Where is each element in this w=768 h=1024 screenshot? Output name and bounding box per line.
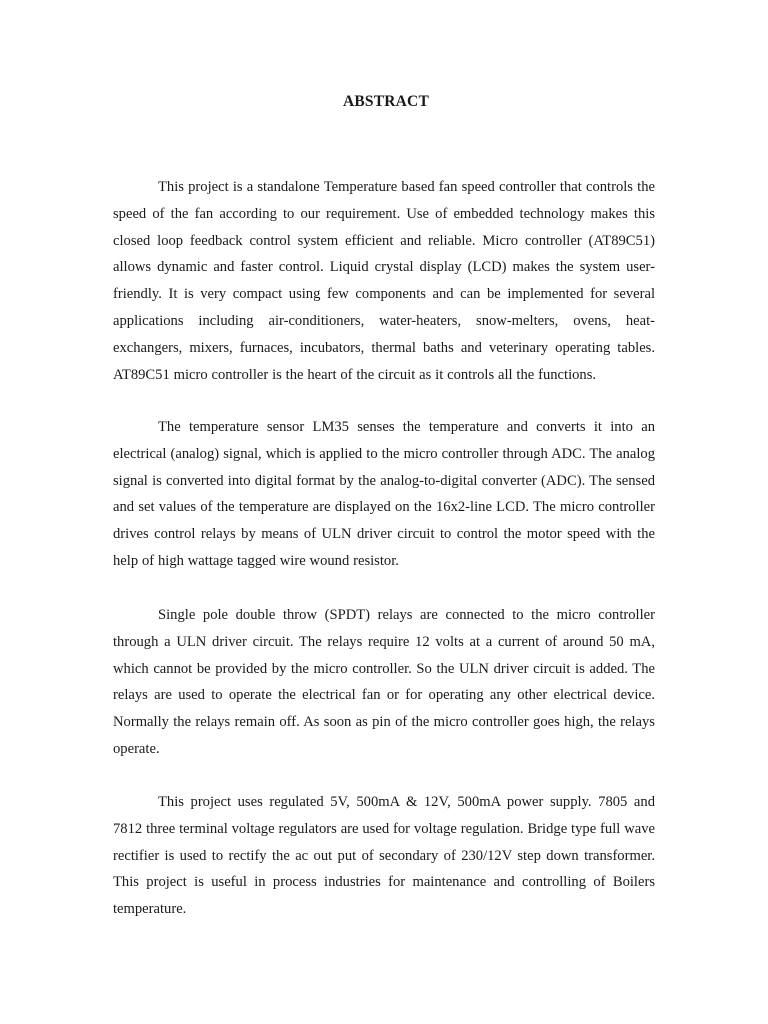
abstract-paragraph-4: This project uses regulated 5V, 500mA & 12V, 500mA power supply. 7805 and 7812 three terminal voltage regulators are used for voltage regulation. Bridge type full wave rectifier is used to rectify the ac out put of secondary of 230/12V step down transformer. This project is useful in process industries for maintenance and controlling of Boilers temperature. bbox=[113, 794, 655, 918]
abstract-paragraph-3: Single pole double throw (SPDT) relays are connected to the micro controller through a ULN driver circuit. The relays require 12 volts at a current of around 50 mA, which cannot be provided by the micro controller. So the ULN driver circuit is added. The relays are used to operate the electrical fan or for operating any other electrical device. Normally the relays remain off. As soon as pin of the micro controller goes high, the relays operate. bbox=[113, 607, 655, 757]
abstract-paragraph-2: The temperature sensor LM35 senses the temperature and converts it into an electrical (analog) signal, which is applied to the micro controller through ADC. The analog signal is converted into digital format by the analog-to-digital converter (ADC). The sensed and set values of the temperature are displayed on the 16x2-line LCD. The micro controller drives control relays by means of ULN driver circuit to control the motor speed with the help of high wattage tagged wire wound resistor. bbox=[113, 419, 655, 569]
abstract-paragraph-1: This project is a standalone Temperature based fan speed controller that controls the speed of the fan according to our requirement. Use of embedded technology makes this closed loop feedback control system efficient and reliable. Micro controller (AT89C51) allows dynamic and faster control. Liquid crystal display (LCD) makes the system user-friendly. It is very compact using few components and can be implemented for several applications including air-conditioners, water-heaters, snow-melters, ovens, heat-exchangers, mixers, furnaces, incubators, thermal baths and veterinary operating tables. AT89C51 micro controller is the heart of the circuit as it controls all the functions. bbox=[113, 179, 655, 383]
page-title: ABSTRACT bbox=[342, 93, 429, 110]
